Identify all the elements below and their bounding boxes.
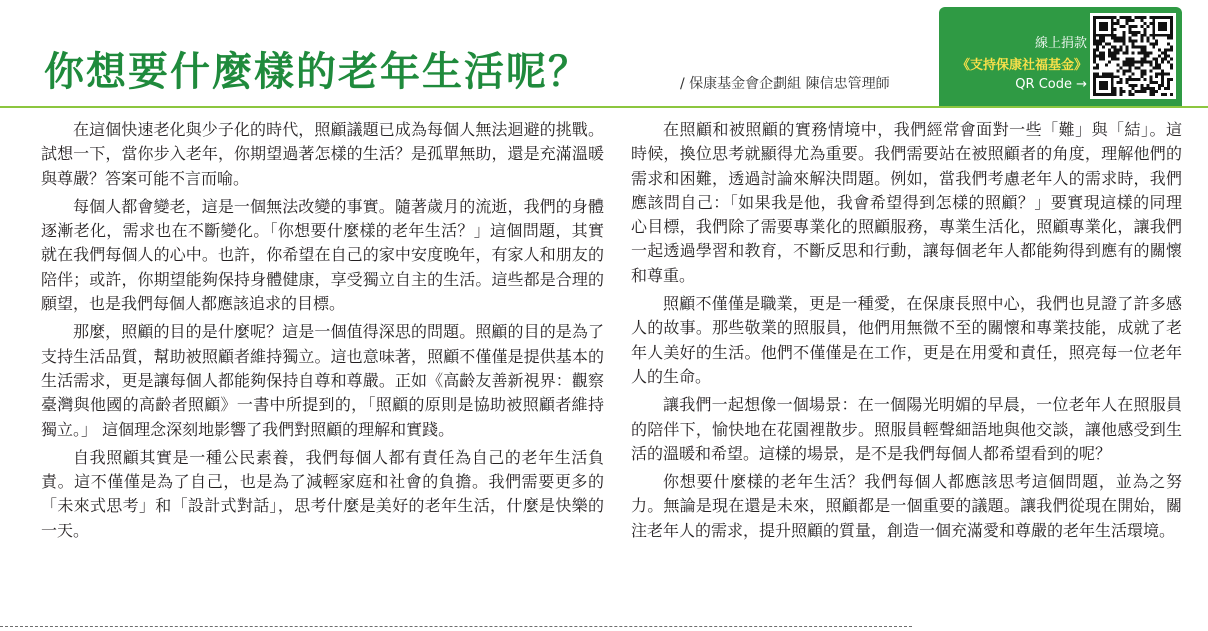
article-column-left: [41, 118, 604, 547]
author-byline: / 保康基金會企劃組 陳信忠管理師: [680, 76, 890, 92]
article-column-right: [631, 118, 1182, 547]
article-paragraph: 照顧不僅僅是職業，更是一種愛，在保康長照中心，我們也見證了許多感人的故事。那些敬業的照服員，他們用無微不至的關懷和專業技能，成就了老年人美好的生活。他們不僅僅是在工作，更是在用愛和責任，照亮每一位老年人的生命。: [631, 294, 1182, 386]
qr-code-icon[interactable]: [1090, 13, 1176, 99]
foundation-name: 《支持保康社福基金》: [956, 58, 1087, 73]
donation-panel: [939, 7, 1182, 106]
bottom-dashed-divider: [0, 626, 912, 627]
article-paragraph: 在這個快速老化與少子化的時代，照顧議題已成為每個人無法迴避的挑戰。試想一下，當你步入老年，你期望過著怎樣的生活？是孤單無助，還是充滿溫暖與尊嚴？答案可能不言而喻。: [41, 120, 604, 188]
article-paragraph: 每個人都會變老，這是一個無法改變的事實。隨著歲月的流逝，我們的身體逐漸老化，需求也在不斷變化。「你想要什麼樣的老年生活？」這個問題，其實就在我們每個人的心中。也許，你希望在自己的家中安度晚年，有家人和朋友的陪伴；或許，你期望能夠保持身體健康，享受獨立自主的生活。這些都是合理的願望，也是我們每個人都應該追求的目標。: [41, 196, 604, 314]
article-paragraph: 你想要什麼樣的老年生活？我們每個人都應該思考這個問題，並為之努力。無論是現在還是未來，照顧都是一個重要的議題。讓我們從現在開始，關注老年人的需求，提升照顧的質量，創造一個充滿愛和尊嚴的老年生活環境。: [631, 472, 1182, 540]
donation-text: [939, 7, 1087, 106]
article-paragraph: 讓我們一起想像一個場景：在一個陽光明媚的早晨，一位老年人在照服員的陪伴下，愉快地在花園裡散步。照服員輕聲細語地與他交談，讓他感受到生活的溫暖和希望。這樣的場景，是不是我們每個人都希望看到的呢？: [631, 395, 1182, 463]
header-divider: [0, 106, 1208, 108]
qr-code-hint: QR Code →: [1015, 77, 1087, 92]
article-paragraph: 在照顧和被照顧的實務情境中，我們經常會面對一些「難」與「結」。這時候，換位思考就顯得尤為重要。我們需要站在被照顧者的角度，理解他們的需求和困難，透過討論來解決問題。例如，當我們考慮老年人的需求時，我們應該問自己：「如果我是他，我會希望得到怎樣的照顧？」要實現這樣的同理心目標，我們除了需要專業化的照顧服務，專業生活化，照顧專業化，讓我們一起透過學習和教育，不斷反思和行動，讓每個老年人都能夠得到應有的關懷和尊重。: [631, 120, 1182, 285]
article-paragraph: 自我照顧其實是一種公民素養，我們每個人都有責任為自己的老年生活負責。這不僅僅是為了自己，也是為了減輕家庭和社會的負擔。我們需要更多的「未來式思考」和「設計式對話」，思考什麼是美好的老年生活，什麼是快樂的一天。: [41, 447, 604, 540]
article-paragraph: 那麼，照顧的目的是什麼呢？這是一個值得深思的問題。照顧的目的是為了支持生活品質，幫助被照顧者維持獨立。這也意味著，照顧不僅僅是提供基本的生活需求，更是讓每個人都能夠保持自尊和尊嚴。正如《高齡友善新視界：觀察臺灣與他國的高齡者照顧》一書中所提到的，「照顧的原則是協助被照顧者維持獨立。」 這個理念深刻地影響了我們對照顧的理解和實踐。: [41, 322, 604, 439]
page-title: 你想要什麼樣的老年生活呢？: [44, 49, 590, 95]
donation-label: 線上捐款: [1034, 36, 1087, 51]
